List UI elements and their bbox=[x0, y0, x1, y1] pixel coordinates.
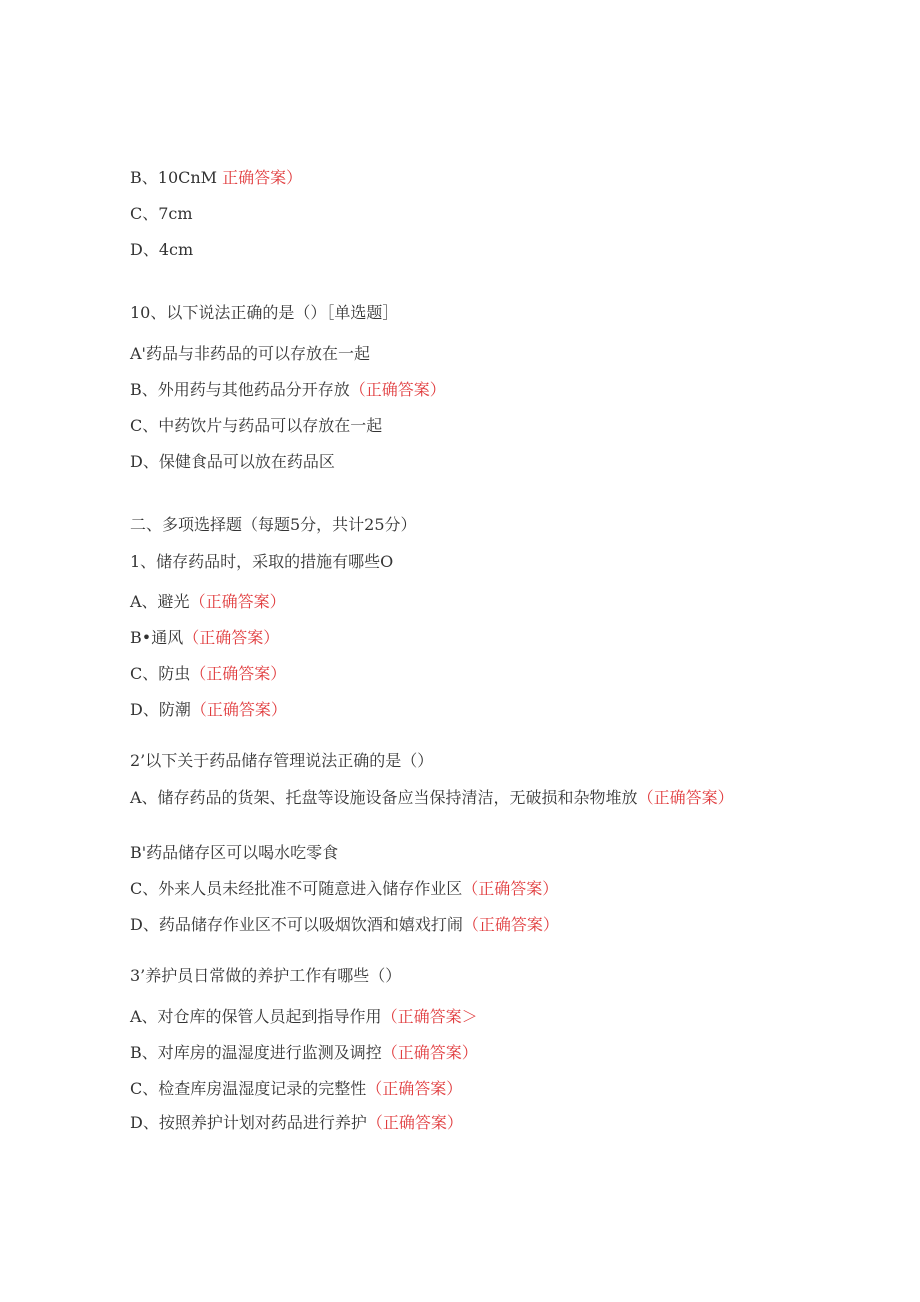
correct-answer-tag: （正确答案） bbox=[366, 1079, 463, 1098]
correct-answer-tag: （正确答案） bbox=[190, 664, 287, 683]
option-d-q10 bbox=[130, 449, 750, 475]
option-text: C、外来人员未经批准不可随意进入储存作业区 bbox=[130, 879, 463, 898]
option-b-q10 bbox=[130, 377, 750, 403]
option-text: D、按照养护计划对药品进行养护 bbox=[130, 1113, 367, 1132]
option-b-m1 bbox=[130, 625, 750, 651]
option-c-q10 bbox=[130, 413, 750, 439]
section-title: 二、多项选择题（每题5分，共计25分） bbox=[130, 515, 417, 534]
correct-answer-tag: （正确答案） bbox=[189, 592, 286, 611]
option-d-m2 bbox=[130, 912, 750, 938]
option-b-q9 bbox=[130, 165, 750, 191]
question-text: 3’养护员日常做的养护工作有哪些（） bbox=[130, 966, 402, 985]
option-b-m3 bbox=[130, 1040, 750, 1066]
option-text: D、保健食品可以放在药品区 bbox=[130, 452, 335, 471]
option-text: B•通风 bbox=[130, 628, 184, 647]
option-text: A、储存药品的货架、托盘等设施设备应当保持清洁，无破损和杂物堆放 bbox=[130, 788, 638, 807]
option-text: D、防潮 bbox=[130, 700, 191, 719]
option-text: A'药品与非药品的可以存放在一起 bbox=[130, 344, 370, 363]
option-c-m3 bbox=[130, 1076, 750, 1102]
question-m2 bbox=[130, 748, 750, 774]
option-text: C、中药饮片与药品可以存放在一起 bbox=[130, 416, 383, 435]
correct-answer-tag: （正确答案） bbox=[637, 788, 734, 807]
correct-answer-tag: 正确答案） bbox=[222, 168, 303, 187]
option-text: B'药品储存区可以喝水吃零食 bbox=[130, 843, 339, 862]
option-text: A、对仓库的保管人员起到指导作用 bbox=[130, 1007, 382, 1026]
question-10 bbox=[130, 300, 750, 326]
option-a-q10 bbox=[130, 341, 750, 367]
option-text: C、防虫 bbox=[130, 664, 191, 683]
correct-answer-tag: （正确答案） bbox=[381, 1043, 478, 1062]
option-text: B、外用药与其他药品分开存放 bbox=[130, 380, 350, 399]
correct-answer-tag: （正确答案） bbox=[190, 700, 287, 719]
question-text: 2’以下关于药品储存管理说法正确的是（） bbox=[130, 751, 434, 770]
correct-answer-tag: （正确答案） bbox=[462, 879, 559, 898]
option-b-m2 bbox=[130, 840, 750, 866]
section-heading-multiple-choice bbox=[130, 512, 750, 538]
option-a-m3 bbox=[130, 1004, 750, 1030]
option-text: C、7cm bbox=[130, 204, 193, 223]
option-c-q9 bbox=[130, 201, 750, 227]
option-d-m1 bbox=[130, 697, 750, 723]
option-text: B、10CnM bbox=[130, 168, 223, 187]
question-m1 bbox=[130, 549, 750, 575]
question-text: 10、以下说法正确的是（）［单选题］ bbox=[130, 303, 399, 322]
correct-answer-tag: （正确答案） bbox=[366, 1113, 463, 1132]
option-text: D、4cm bbox=[130, 240, 194, 259]
option-a-m2 bbox=[130, 785, 750, 811]
option-a-m1 bbox=[130, 589, 750, 615]
correct-answer-tag: （正确答案＞ bbox=[381, 1007, 478, 1026]
option-c-m2 bbox=[130, 876, 750, 902]
correct-answer-tag: （正确答案） bbox=[349, 380, 446, 399]
question-text: 1、储存药品时，采取的措施有哪些O bbox=[130, 552, 394, 571]
correct-answer-tag: （正确答案） bbox=[183, 628, 280, 647]
option-text: C、检查库房温湿度记录的完整性 bbox=[130, 1079, 367, 1098]
question-m3 bbox=[130, 963, 750, 989]
option-d-q9 bbox=[130, 237, 750, 263]
option-c-m1 bbox=[130, 661, 750, 687]
option-text: B、对库房的温湿度进行监测及调控 bbox=[130, 1043, 382, 1062]
option-d-m3 bbox=[130, 1110, 750, 1136]
option-text: A、避光 bbox=[130, 592, 190, 611]
option-text: D、药品储存作业区不可以吸烟饮酒和嬉戏打闹 bbox=[130, 915, 463, 934]
correct-answer-tag: （正确答案） bbox=[462, 915, 559, 934]
